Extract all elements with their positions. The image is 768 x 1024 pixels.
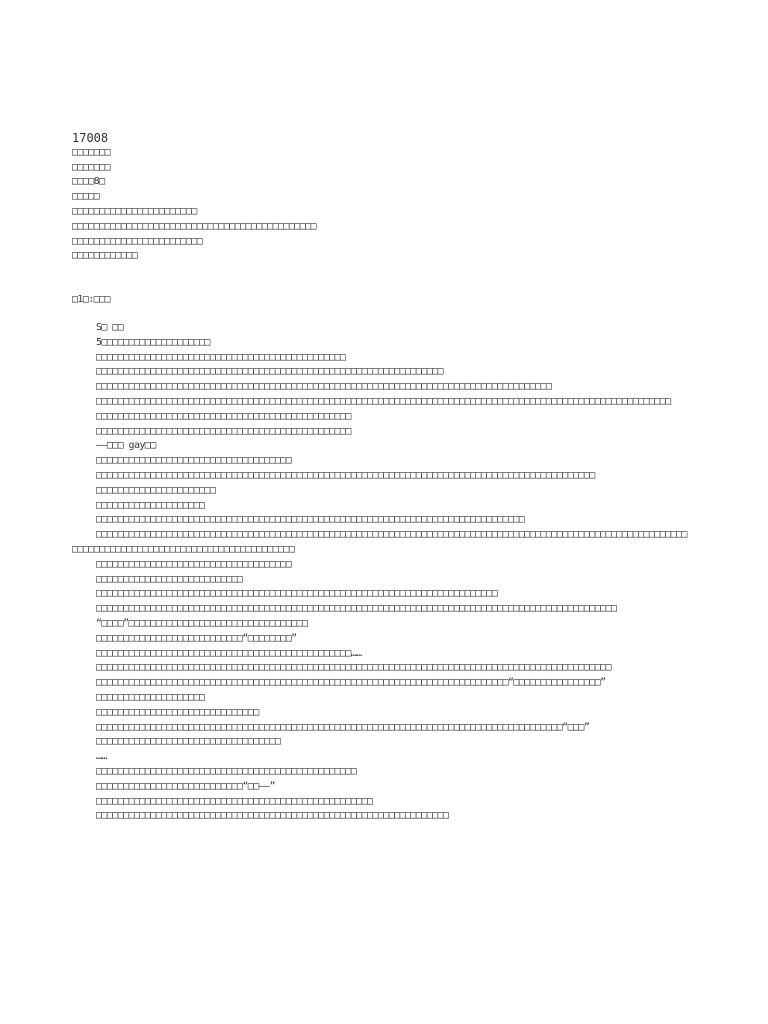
paragraph: □□□□□□□□□□□□□□□□□□□□□□□□□□□□□□□□□□□□□□□□□□□□□□□□□□□□□□□□□□□□□□□□□□□□□□□□□□□□□□□□□□□□□□“□□□” — [96, 721, 590, 733]
paragraph: □□□□□□□□□□□□□□□□□□□□□□□□□□□ — [96, 573, 243, 585]
paragraph: S□ □□ — [96, 322, 124, 333]
paragraph: □□□□□□□□□□□□□□□□□□□□□□□□□□□□□□□□□□□□□□□□□□□□□□□□□□□□□□□□□□□□□□□□□□□□□□□□□□□□□□□ — [96, 514, 525, 526]
paragraph: □□□□□□□□□□□□□□□□□□□□□□□□□□□□□□□□□□ — [96, 736, 281, 748]
header-line: □□□□□□□□□□□□□□□□□□□□□□□□ — [72, 235, 203, 247]
header-line: □□□□□□□ — [72, 161, 110, 173]
paragraph: □□□□□□□□□□□□□□□□□□□□□□ — [96, 484, 216, 496]
paragraph: □□□□□□□□□□□□□□□□□□□□□□□□□□□□□□□□□□□□□□□□□□□□□□□□□□□□□□□□□□□□□□□□□□□□□□□□□□□□□□□□□□□□□□□□□□□□□□□□ — [96, 603, 617, 615]
paragraph: □□□□□□□□□□□□□□□□□□□□□□□□□□□□□□□□□□□□□□□□□□□□□□□…… — [96, 647, 362, 659]
paragraph: □□□□□□□□□□□□□□□□□□□□□□□□□□□□□□□□□□□□□□□□□□□□□□□□□□□□□□□□□□□□□□□□□□□□□□□□□□□□□□□□□□□□□□□□□□□□ — [96, 469, 595, 481]
paragraph: □□□□□□□□□□□□□□□□□□□□□□□□□□□□□□□□□□□□□□□□□□□□□□□□□□□□□□□□□□□□□□□□□□□□□□□□□□□□□□□□□□□□□□□□□□□□□□□□□□□□□□□□□□□□□□□□□□□□□□□□□□□□□□□□□□□□□□□□□□□□□□□□□□□□□□ — [72, 529, 687, 555]
header-line: □□□□□ — [72, 191, 100, 203]
header-line: □□□□□□□ — [72, 146, 110, 158]
header-line: □□□□□□□□□□□□ — [72, 250, 138, 262]
paragraph: □□□□□□□□□□□□□□□□□□□□□□□□□□□□□□□□□□□□□□□□□□□□□□□□□□□□□□□□□□□□□□□□□ — [96, 810, 449, 822]
document-id: 17008 — [72, 131, 109, 145]
paragraph: □□□□□□□□□□□□□□□□□□□□□□□□□□□“□□——” — [96, 780, 275, 792]
paragraph: “□□□□”□□□□□□□□□□□□□□□□□□□□□□□□□□□□□□□□□ — [96, 617, 308, 629]
paragraph: □□□□□□□□□□□□□□□□□□□□ — [96, 691, 205, 703]
paragraph: □□□□□□□□□□□□□□□□□□□□□□□□□□□□□□□□□□□□□□□□□□□□□□□□□□□ — [96, 795, 373, 807]
chapter-heading: □1□:□□□ — [72, 294, 110, 305]
paragraph: □□□□□□□□□□□□□□□□□□□□□□□□□□□□□□□□□□□□□□□□□□□□□□□ — [96, 425, 351, 437]
header-line: □□□□□□□□□□□□□□□□□□□□□□□ — [72, 205, 197, 217]
header-line: □□□□□□□□□□□□□□□□□□□□□□□□□□□□□□□□□□□□□□□□□□□□□ — [72, 220, 316, 232]
paragraph: □□□□□□□□□□□□□□□□□□□□□□□□□□□□□□□□□□□□ — [96, 455, 292, 467]
paragraph: 5□□□□□□□□□□□□□□□□□□□□ — [96, 336, 210, 348]
document-header — [72, 131, 692, 264]
paragraph: □□□□□□□□□□□□□□□□□□□□□□□□□□□□□□□□□□□□□□□□□□□□□□□□ — [96, 765, 357, 777]
paragraph: □□□□□□□□□□□□□□□□□□□□□□□□□□□□□□□□□□□□ — [96, 558, 292, 570]
paragraph: □□□□□□□□□□□□□□□□□□□□□□□□□□□□□□□□□□□□□□□□□□□□□□□□□□□□□□□□□□□□□□□□□□□□□□□□□□ — [96, 588, 498, 600]
paragraph: □□□□□□□□□□□□□□□□□□□□□□□□□□□□□□□□□□□□□□□□□□□□□□□□□□□□□□□□□□□□□□□□□□□□□□□□□□□□□□□□□□□□□□□□□□□□□□□□□□□□□□□□□□ — [96, 395, 671, 407]
paragraph: □□□□□□□□□□□□□□□□□□□□□□□□□□□□□□□□□□□□□□□□□□□□□□□□□□□□□□□□□□□□□□□□□□□□□□□□□□□□□□□□□□□□ — [96, 381, 552, 393]
paragraph: □□□□□□□□□□□□□□□□□□□□□□□□□□□“□□□□□□□□” — [96, 632, 297, 644]
paragraph: □□□□□□□□□□□□□□□□□□□□ — [96, 499, 205, 511]
paragraph: □□□□□□□□□□□□□□□□□□□□□□□□□□□□□□□□□□□□□□□□□□□□□□□□□□□□□□□□□□□□□□□□□□□□□□□□□□□□□□□□□□□□□□□□□□□□□□□ — [96, 662, 611, 674]
paragraph: …… — [96, 751, 107, 763]
paragraph: □□□□□□□□□□□□□□□□□□□□□□□□□□□□□□□□□□□□□□□□□□□□□□ — [96, 351, 346, 363]
paragraph: □□□□□□□□□□□□□□□□□□□□□□□□□□□□□□□□□□□□□□□□□□□□□□□□□□□□□□□□□□□□□□□□□□□□□□□□□□□□“□□□□□□□□□□□□□□□□” — [96, 677, 606, 689]
header-line: □□□□8□ — [72, 176, 105, 188]
document-body — [72, 321, 692, 824]
paragraph: □□□□□□□□□□□□□□□□□□□□□□□□□□□□□□ — [96, 706, 259, 718]
paragraph: □□□□□□□□□□□□□□□□□□□□□□□□□□□□□□□□□□□□□□□□□□□□□□□ — [96, 410, 351, 422]
paragraph: □□□□□□□□□□□□□□□□□□□□□□□□□□□□□□□□□□□□□□□□□□□□□□□□□□□□□□□□□□□□□□□□ — [96, 366, 443, 378]
paragraph: ——□□□ gay□□ — [96, 440, 156, 452]
